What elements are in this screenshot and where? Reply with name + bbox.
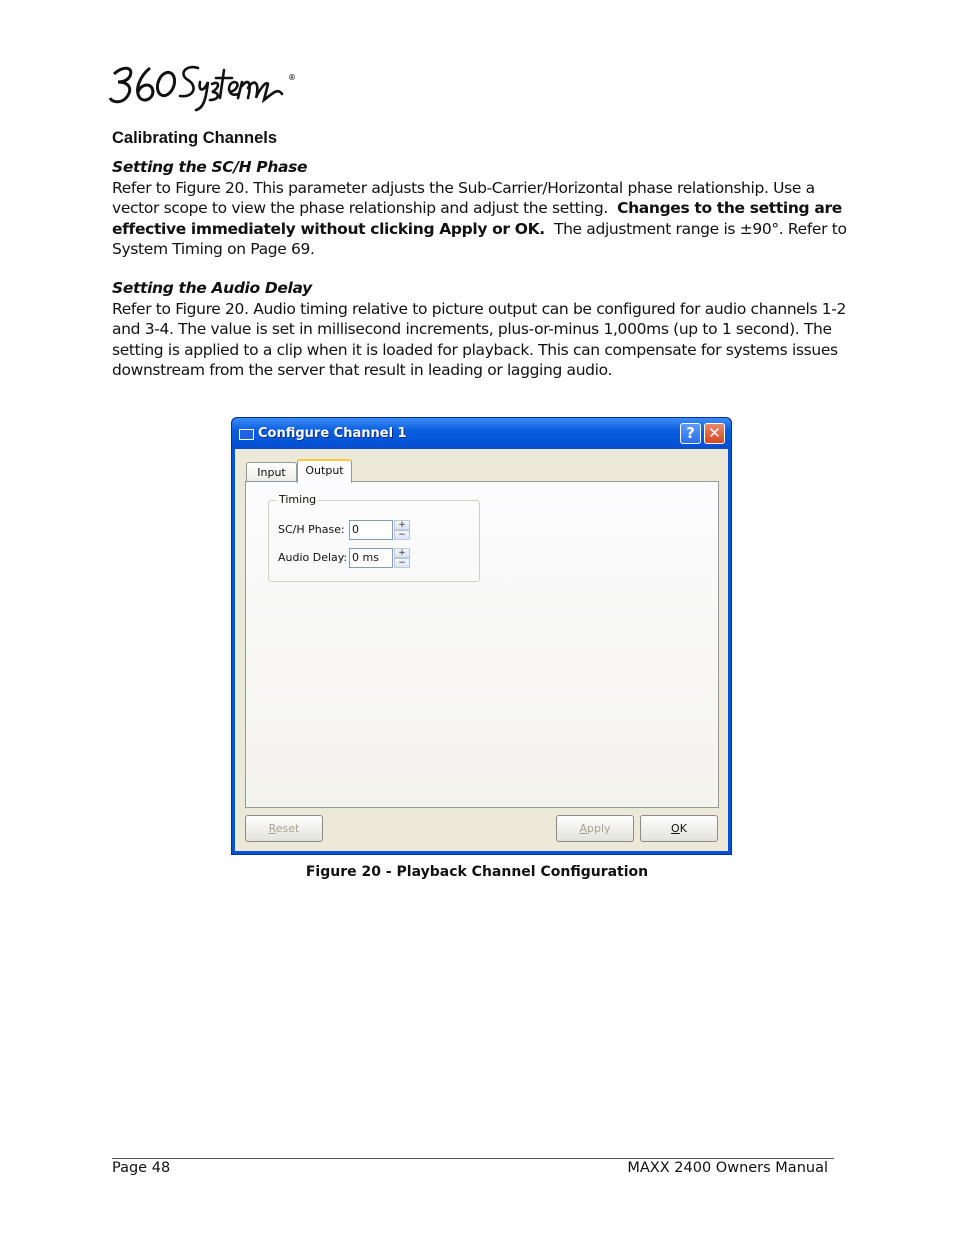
reset-label-rest: eset [275, 822, 300, 835]
sch-text-2: The adjustment range is ±90°. Refer to System Timing on Page 69. [112, 219, 847, 258]
ok-button[interactable] [640, 815, 718, 842]
sch-section [112, 157, 852, 260]
ok-label-rest: K [679, 822, 687, 835]
sch-phase-label: SC/H Phase: [278, 523, 345, 536]
audio-delay-paragraph: Refer to Figure 20. Audio timing relative to picture output can be configured for audio channels 1-2 and 3-4. The value is set in millisecond increments, plus-or-minus 1,000ms (up to 1 second). The setting is applied to a clip when it is loaded for playback. This can compensate for systems issues downstream from the server that result in leading or lagging audio. [112, 299, 847, 379]
sch-phase-input[interactable]: 0 [349, 520, 393, 540]
sch-phase-spinner[interactable] [394, 520, 410, 540]
footer-page-number: Page 48 [112, 1160, 171, 1176]
reset-button[interactable] [245, 815, 323, 842]
dialog-client-area [235, 449, 728, 851]
footer-rule [112, 1158, 834, 1159]
tab-output[interactable]: Output [297, 459, 352, 483]
audio-delay-label: Audio Delay: [278, 551, 348, 564]
dialog-titlebar[interactable] [232, 418, 731, 449]
audio-delay-decrement[interactable]: − [394, 558, 410, 568]
reset-mnemonic: R [268, 822, 276, 835]
section-title: Calibrating Channels [112, 129, 278, 147]
registered-mark: ® [288, 73, 296, 82]
window-icon [239, 429, 254, 440]
sch-text-bold: Changes to the setting are effective immediately without clicking Apply or OK. [112, 199, 842, 238]
configure-channel-dialog [231, 417, 732, 855]
sch-text-1: Refer to Figure 20. This parameter adjusts the Sub-Carrier/Horizontal phase relationship. Use a vector scope to view the phase relationship and adjust the setting. [112, 178, 815, 217]
footer-manual-title: MAXX 2400 Owners Manual [627, 1160, 828, 1176]
tab-input[interactable]: Input [246, 462, 297, 482]
apply-mnemonic: A [579, 822, 587, 835]
timing-group-title: Timing [279, 493, 317, 506]
audio-delay-increment[interactable]: + [394, 548, 410, 558]
sch-paragraph [112, 178, 852, 260]
apply-button[interactable] [556, 815, 634, 842]
close-button[interactable]: ✕ [704, 423, 725, 444]
sch-phase-decrement[interactable]: − [394, 530, 410, 540]
timing-group [268, 493, 480, 582]
audio-delay-section [112, 278, 852, 381]
ok-mnemonic: O [671, 822, 680, 835]
audio-delay-spinner[interactable] [394, 548, 410, 568]
audio-delay-input[interactable]: 0 ms [349, 548, 393, 568]
dialog-title: Configure Channel 1 [258, 426, 407, 441]
figure-caption: Figure 20 - Playback Channel Configuration [305, 864, 649, 880]
sch-phase-increment[interactable]: + [394, 520, 410, 530]
audio-delay-heading: Setting the Audio Delay [112, 279, 312, 297]
help-button[interactable]: ? [680, 423, 701, 444]
company-logo [108, 52, 304, 112]
sch-heading: Setting the SC/H Phase [112, 158, 308, 176]
apply-label-rest: pply [587, 822, 611, 835]
output-tab-panel [245, 481, 719, 808]
